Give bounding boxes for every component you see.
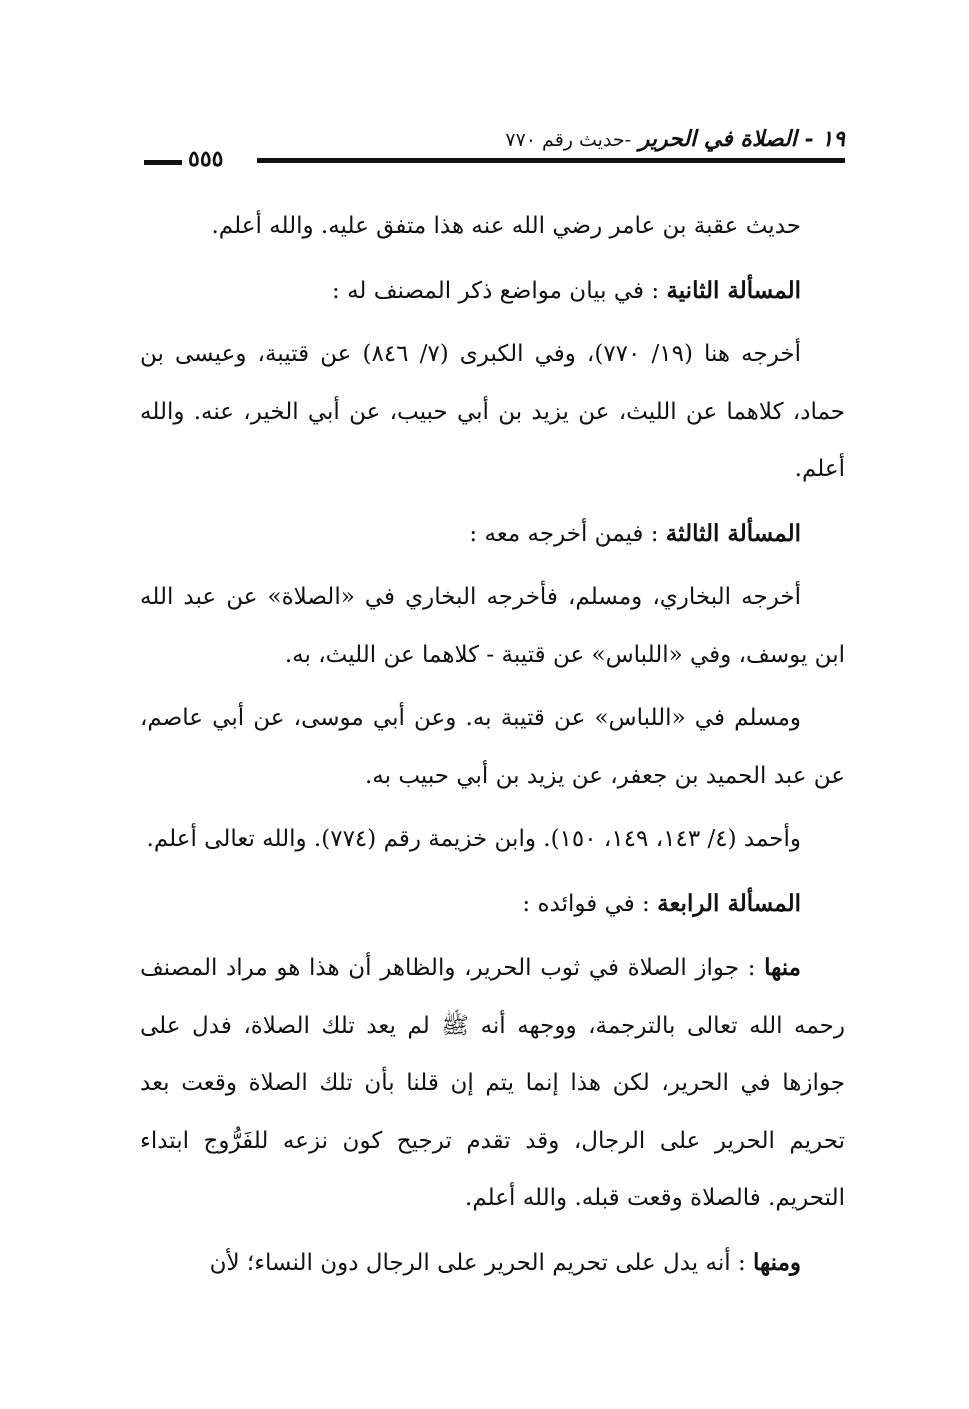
paragraph-text: حديث عقبة بن عامر رضي الله عنه هذا متفق عليه. والله أعلم. [211,213,801,239]
chapter-title-text: ١٩ - الصلاة في الحرير [638,126,845,152]
section-heading: المسألة الثالثة [665,519,801,547]
paragraph-2 [140,262,845,321]
paragraph-text: : جواز الصلاة في ثوب الحرير، والظاهر أن هذا هو مراد المصنف رحمه الله تعالى بالترجمة، ووجهه أنه ﷺ لم يعد تلك الصلاة، فدل على جوازها في الحرير، لكن هذا إنما يتم إن قلنا بأن تلك الصلاة وقعت بعد تحريم الحرير على الرجال، وقد تقدم ترجيح كون نزعه للفَرُّوج ابتداء التحريم. فالصلاة وقعت قبله. والله أعلم. [140,955,845,1211]
paragraph-3 [140,326,845,499]
paragraph-7 [140,811,845,869]
paragraph-text: : فيمن أخرجه معه : [469,520,659,547]
paragraph-8 [140,875,845,934]
page-number-rule [144,160,182,165]
paragraph-text: : في بيان مواضع ذكر المصنف له : [332,277,660,304]
section-heading: المسألة الرابعة [657,889,801,917]
chapter-title [505,126,845,152]
paragraph-9 [140,939,845,1228]
point-label: منها [764,954,801,981]
paragraph-text: ومسلم في «اللباس» عن قتيبة به. وعن أبي موسى، عن أبي عاصم، عن عبد الحميد بن جعفر، عن يزيد بن أبي حبيب به. [140,705,845,789]
paragraph-1 [140,198,845,256]
paragraph-4 [140,505,845,564]
section-heading: المسألة الثانية [666,276,801,304]
paragraph-5 [140,569,845,684]
point-label: ومنها [753,1248,801,1276]
page-body [140,198,845,1298]
paragraph-text: أخرجه البخاري، ومسلم، فأخرجه البخاري في «الصلاة» عن عبد الله ابن يوسف، وفي «اللباس» عن قتيبة - كلاهما عن الليث، به. [140,584,845,668]
paragraph-text: : أنه يدل على تحريم الحرير على الرجال دون النساء؛ لأن [209,1249,746,1276]
paragraph-text: : في فوائده : [522,890,650,917]
header-rule [257,158,845,163]
paragraph-text: وأحمد (٤/ ١٤٣، ١٤٩، ١٥٠). وابن خزيمة رقم (٧٧٤). والله تعالى أعلم. [146,826,801,852]
hadith-number: -حديث رقم ٧٧٠ [505,129,632,151]
paragraph-6 [140,690,845,805]
page-number: ٥٥٥ [188,146,224,172]
running-header [140,118,845,174]
paragraph-text: أخرجه هنا (١٩/ ٧٧٠)، وفي الكبرى (٧/ ٨٤٦) عن قتيبة، وعيسى بن حماد، كلاهما عن الليث، عن يزيد بن أبي حبيب، عن أبي الخير، عنه. والله أعلم. [140,341,845,482]
paragraph-10 [140,1234,845,1293]
